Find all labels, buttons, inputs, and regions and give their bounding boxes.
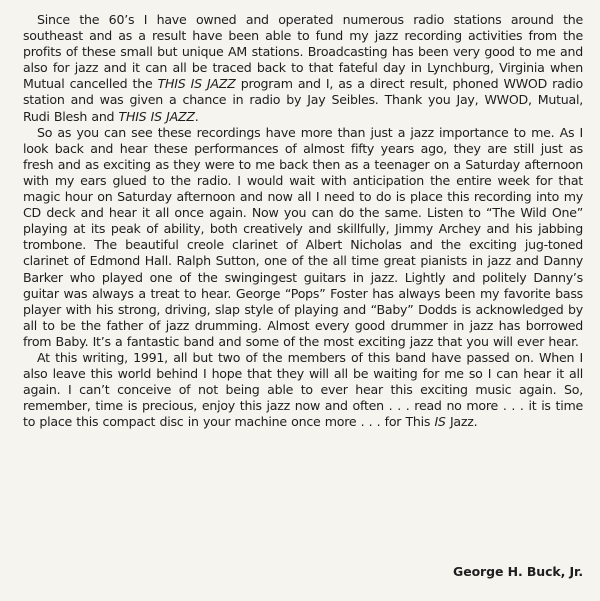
segment: At this writing, 1991, all but two of the members of this band have passed on. When I also leave this world behind I hope that they will all be waiting for me so I can hear it all again. I can’t conceive of not being able to ever hear this exciting music again. So, remember, time is precious, enjoy this jazz now and often . . . read no more . . . it is time to place this compact disc in your machine once more . . . for This	[23, 349, 583, 430]
segment: Jazz.	[445, 414, 478, 430]
paragraph-radio-history	[23, 12, 583, 125]
emphasis: IS	[434, 414, 446, 430]
program-title: THIS IS JAZZ	[157, 76, 236, 92]
paragraph-band-members	[23, 125, 583, 350]
author-signature: George H. Buck, Jr.	[453, 564, 583, 579]
segment: Since the 60’s I have owned and operated numerous radio stations around the southeast and as a result have been able to fund my jazz recording activities from the profits of these small but unique AM stations. Broadcasting has been very good to me and also for jazz and it can all be traced back to that fateful day in Lynchburg, Virginia when Mutual cancelled the	[23, 12, 583, 92]
paragraph-closing	[23, 350, 583, 430]
segment: program and I, as a direct result, phoned WWOD radio station and was given a chance in radio by Jay Seibles. Thank you Jay, WWOD, Mutual, Rudi Blesh and	[23, 76, 584, 124]
program-title: THIS IS JAZZ	[118, 108, 195, 124]
segment: So as you can see these recordings have more than just a jazz importance to me. As I look back and hear these performances of almost fifty years ago, they are still just as fresh and as exciting as they were to me back then as a teenager on a Saturday afternoon with my ears glued to the radio. I would wait with anticipation the entire week for that magic hour on Saturday afternoon and now all I need to do is place this recording into my CD deck and hear it all once again. Now you can do the same. Listen to “The Wild One” playing at its peak of ability, both creatively and skillfully, Jimmy Archey and his jabbing trombone. The beautiful creole clarinet of Albert Nicholas and the exciting jug-toned clarinet of Edmond Hall. Ralph Sutton, one of the all time great pianists in jazz and Danny Barker who played one of the swingingest guitars in jazz. Lightly and politely Danny’s guitar was always a treat to hear. George “Pops” Foster has always been my favorite bass player with his strong, driving, slap style of playing and “Baby” Dodds is acknowledged by all to be the father of jazz drumming. Almost every good drummer in jazz has borrowed from Baby. It’s a fantastic band and some of the most exciting jazz that you will ever hear.	[23, 124, 583, 349]
segment: .	[194, 108, 199, 124]
